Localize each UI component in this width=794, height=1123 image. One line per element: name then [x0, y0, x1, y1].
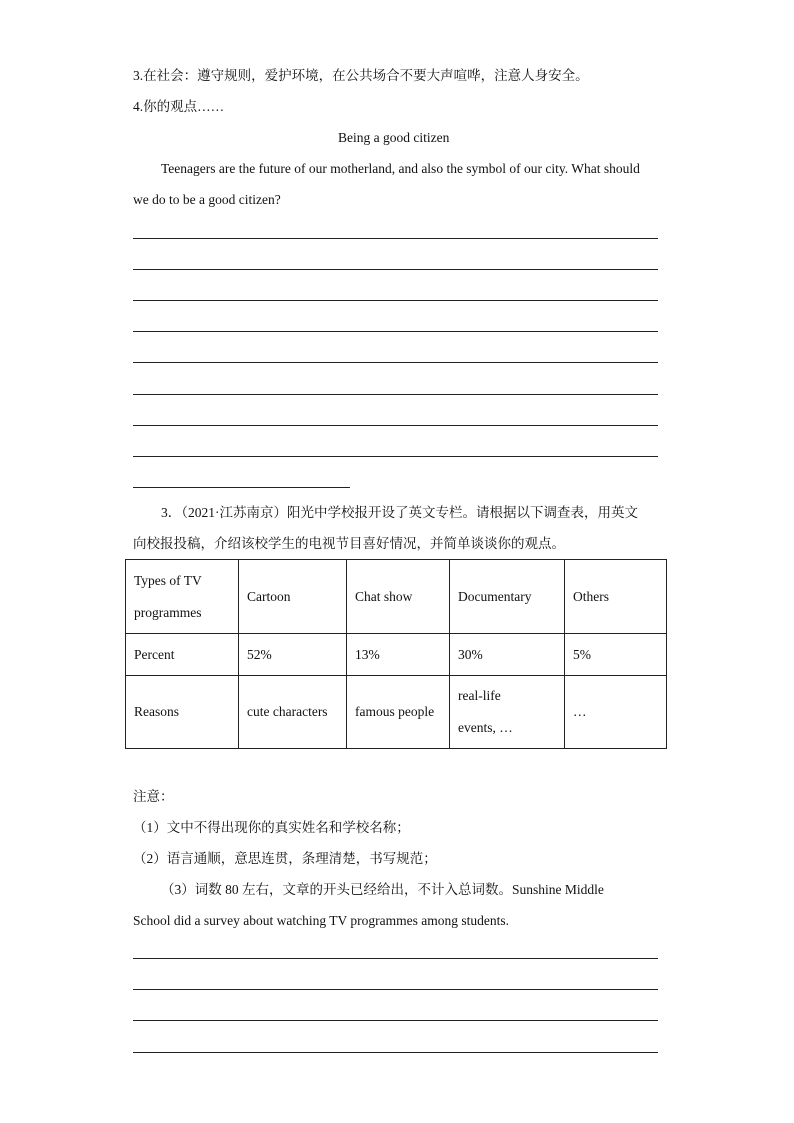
- reasons-documentary-line-2: events, …: [458, 720, 513, 735]
- header-cartoon: Cartoon: [239, 560, 347, 634]
- survey-table: [125, 559, 667, 749]
- writing-line: [133, 1020, 658, 1021]
- note-1: （1）文中不得出现你的真实姓名和学校名称；: [133, 820, 410, 835]
- essay-title: Being a good citizen: [338, 130, 450, 145]
- table-row-header: [126, 560, 667, 634]
- note-3-line-2: School did a survey about watching TV programmes among students.: [133, 913, 509, 928]
- writing-line: [133, 456, 658, 457]
- writing-line: [133, 989, 658, 990]
- note-2: （2）语言通顺，意思连贯，条理清楚，书写规范；: [133, 851, 437, 866]
- header-others: Others: [565, 560, 667, 634]
- writing-line: [133, 958, 658, 959]
- percent-cartoon: 52%: [239, 634, 347, 676]
- table-row-reasons: [126, 676, 667, 749]
- reasons-cartoon: cute characters: [239, 676, 347, 749]
- writing-line: [133, 269, 658, 270]
- percent-label: Percent: [126, 634, 239, 676]
- percent-chat-show: 13%: [347, 634, 450, 676]
- writing-line: [133, 331, 658, 332]
- reasons-chat-show: famous people: [347, 676, 450, 749]
- header-documentary: Documentary: [450, 560, 565, 634]
- intro-item-3: 3.在社会：遵守规则，爱护环境，在公共场合不要大声喧哗，注意人身安全。: [133, 68, 589, 83]
- writing-line: [133, 362, 658, 363]
- header-label-line-2: programmes: [134, 604, 202, 620]
- writing-line-short: [133, 487, 350, 488]
- writing-line: [133, 300, 658, 301]
- header-label-line-1: Types of TV: [134, 572, 202, 588]
- notes-heading: 注意：: [133, 789, 174, 804]
- reasons-label: Reasons: [126, 676, 239, 749]
- writing-line: [133, 1052, 658, 1053]
- reasons-documentary-line-1: real-life: [458, 688, 501, 703]
- header-chat-show: Chat show: [347, 560, 450, 634]
- note-3-line-1: （3）词数 80 左右，文章的开头已经给出，不计入总词数。Sunshine Middle: [161, 882, 604, 897]
- percent-others: 5%: [565, 634, 667, 676]
- header-label-cell: [126, 560, 239, 634]
- essay-prompt-line-2: we do to be a good citizen?: [133, 192, 281, 207]
- percent-documentary: 30%: [450, 634, 565, 676]
- question-3-line-2: 向校报投稿，介绍该校学生的电视节目喜好情况，并简单谈谈你的观点。: [133, 536, 565, 551]
- reasons-documentary-cell: [450, 676, 565, 749]
- writing-line: [133, 238, 658, 239]
- essay-prompt-line-1: Teenagers are the future of our motherland, and also the symbol of our city. What should: [161, 161, 640, 176]
- writing-line: [133, 394, 658, 395]
- table-row-percent: [126, 634, 667, 676]
- reasons-others: …: [565, 676, 667, 749]
- writing-line: [133, 425, 658, 426]
- intro-item-4: 4.你的观点……: [133, 99, 225, 114]
- question-3-line-1: 3．（2021·江苏南京）阳光中学校报开设了英文专栏。请根据以下调查表，用英文: [161, 505, 638, 520]
